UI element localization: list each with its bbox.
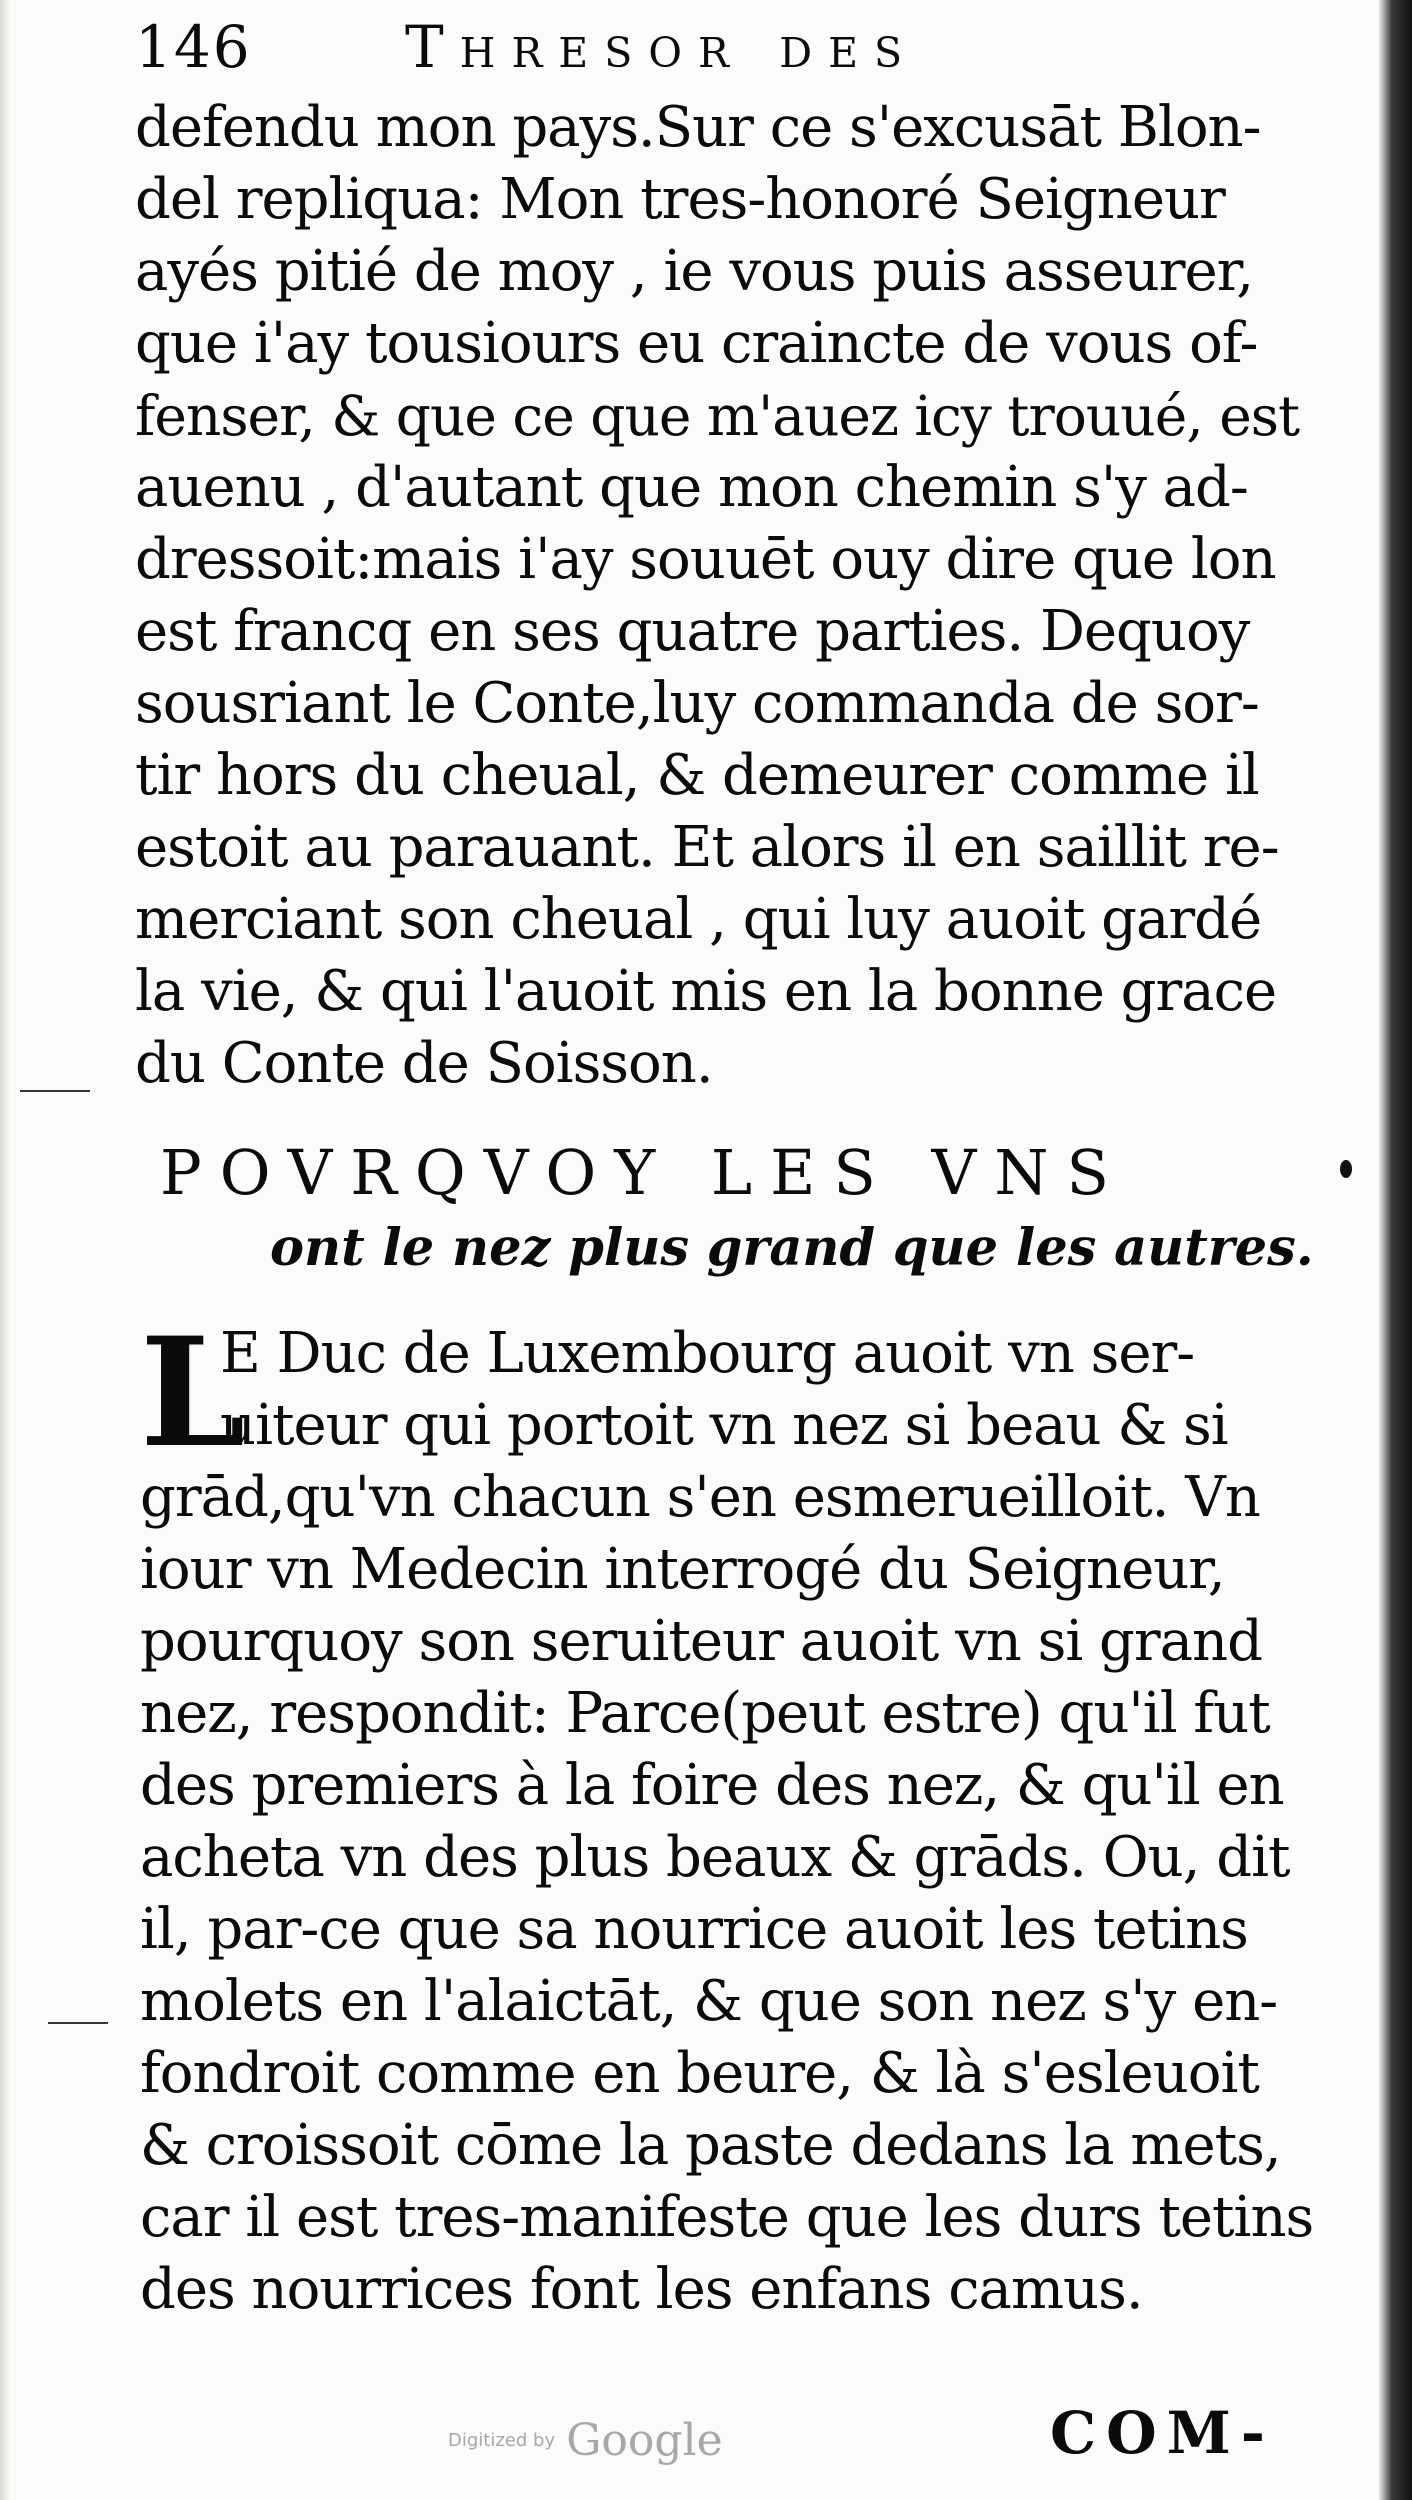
- body-line: estoit au parauant. Et alors il en saillit re-: [135, 815, 1279, 880]
- chapter-line: nez, respondit: Parce(peut estre) qu'il fut: [140, 1681, 1270, 1746]
- body-line: dressoit:mais i'ay souuēt ouy dire que lon: [135, 527, 1276, 592]
- chapter-line: car il est tres-manifeste que les durs tetins: [140, 2185, 1314, 2250]
- body-line: tir hors du cheual, & demeurer comme il: [135, 743, 1259, 808]
- running-title: Thresor des: [405, 13, 919, 81]
- body-line: sousriant le Conte,luy commanda de sor-: [135, 671, 1259, 736]
- chapter-line: & croissoit cōme la paste dedans la mets,: [140, 2113, 1281, 2178]
- chapter-line: iour vn Medecin interrogé du Seigneur,: [140, 1537, 1225, 1602]
- chapter-heading: POVRQVOY LES VNS: [160, 1136, 1128, 1209]
- watermark-prefix: Digitized by: [448, 2430, 556, 2451]
- margin-mark: [48, 2022, 108, 2024]
- chapter-line: molets en l'alaictāt, & que son nez s'y en-: [140, 1969, 1278, 2034]
- margin-mark: [20, 1090, 90, 1092]
- chapter-line: acheta vn des plus beaux & grāds. Ou, dit: [140, 1825, 1290, 1890]
- body-line: defendu mon pays.Sur ce s'excusāt Blon-: [135, 95, 1261, 160]
- margin-dot-icon: [1340, 1160, 1352, 1178]
- chapter-line: grād,qu'vn chacun s'en esmerueilloit. Vn: [140, 1465, 1260, 1530]
- body-line: merciant son cheual , qui luy auoit gardé: [135, 887, 1262, 952]
- chapter-line: uiteur qui portoit vn nez si beau & si: [220, 1393, 1228, 1458]
- body-line: du Conte de Soisson.: [135, 1031, 713, 1096]
- page-edge-shadow: [1378, 0, 1412, 2500]
- body-line: que i'ay tousiours eu craincte de vous of-: [135, 311, 1258, 376]
- body-line: fenser, & que ce que m'auez icy trouué, est: [135, 384, 1300, 448]
- watermark-brand: Google: [566, 2415, 723, 2466]
- body-line: est francq en ses quatre parties. Dequoy: [135, 599, 1250, 664]
- chapter-line: il, par-ce que sa nourrice auoit les tetins: [140, 1897, 1248, 1962]
- page-gutter-shadow: [0, 0, 10, 2500]
- body-line: ayés pitié de moy , ie vous puis asseurer,: [135, 239, 1254, 304]
- chapter-line: fondroit comme en beure, & là s'esleuoit: [140, 2041, 1259, 2106]
- chapter-line: des nourrices font les enfans camus.: [140, 2257, 1143, 2322]
- catchword: COM-: [1050, 2399, 1275, 2467]
- body-line: auenu , d'autant que mon chemin s'y ad-: [135, 455, 1248, 520]
- chapter-line: des premiers à la foire des nez, & qu'il en: [140, 1753, 1284, 1818]
- chapter-line: pourquoy son seruiteur auoit vn si grand: [140, 1609, 1262, 1674]
- running-header: [135, 12, 1315, 82]
- body-line: la vie, & qui l'auoit mis en la bonne grace: [135, 959, 1277, 1024]
- page-number: 146: [135, 13, 252, 81]
- chapter-line: E Duc de Luxembourg auoit vn ser-: [220, 1321, 1195, 1386]
- body-line: del repliqua: Mon tres-honoré Seigneur: [135, 167, 1225, 232]
- drop-cap: L: [140, 1305, 246, 1481]
- digitized-watermark: [448, 2415, 748, 2475]
- chapter-subheading: ont le nez plus grand que les autres.: [270, 1218, 1314, 1278]
